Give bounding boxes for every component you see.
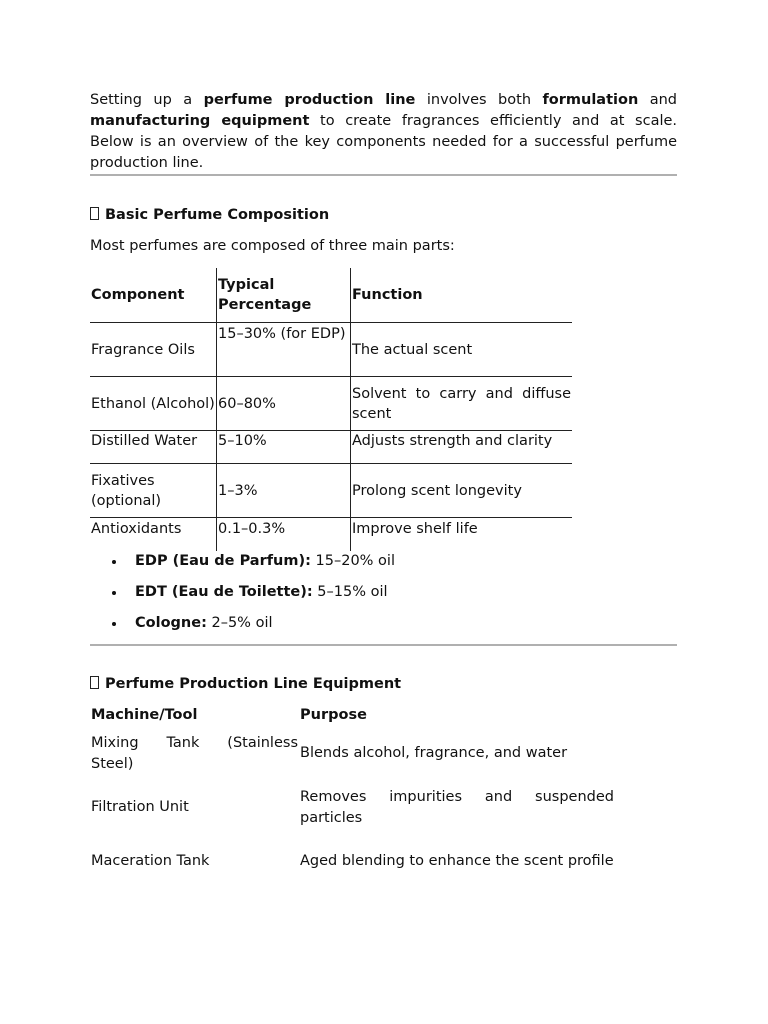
table-cell: Fixatives (optional) xyxy=(90,464,217,518)
intro-text: involves both xyxy=(415,92,543,108)
section-heading-composition xyxy=(90,205,677,226)
table-cell: Removes impurities and suspended particles xyxy=(300,788,614,826)
table-cell: Mixing Tank (Stainless Steel) xyxy=(91,734,298,772)
table-header-row xyxy=(90,268,572,323)
table-cell: Blends alcohol, fragrance, and water xyxy=(300,745,568,761)
list-item-text: 2–5% oil xyxy=(206,614,273,631)
intro-bold-term: perfume production line xyxy=(203,92,416,108)
composition-intro: Most perfumes are composed of three main parts: xyxy=(90,238,455,254)
list-item-text: 5–15% oil xyxy=(312,583,388,600)
bullet-icon xyxy=(112,560,116,564)
composition-table xyxy=(90,268,572,551)
list-item xyxy=(90,551,677,572)
column-header: Purpose xyxy=(300,707,367,723)
table-row xyxy=(90,377,572,431)
section-divider xyxy=(90,174,677,176)
table-cell: The actual scent xyxy=(351,323,573,377)
intro-paragraph xyxy=(90,90,677,174)
section-divider xyxy=(90,644,677,646)
column-header: Typical Percentage xyxy=(217,268,351,323)
bullet-icon xyxy=(112,591,116,595)
column-header: Machine/Tool xyxy=(91,707,198,723)
column-header: Component xyxy=(90,268,217,323)
intro-text: and xyxy=(638,92,678,108)
table-row xyxy=(90,464,572,518)
missing-glyph-icon xyxy=(90,207,99,220)
table-cell: Aged blending to enhance the scent profile xyxy=(300,853,614,869)
section-title: Basic Perfume Composition xyxy=(105,207,330,223)
bullet-icon xyxy=(112,622,116,626)
section-title: Perfume Production Line Equipment xyxy=(105,675,402,692)
table-cell: Adjusts strength and clarity xyxy=(351,431,573,464)
table-cell: 0.1–0.3% xyxy=(217,518,351,551)
document-content xyxy=(90,90,677,889)
intro-text: Setting up a xyxy=(90,92,204,108)
table-row xyxy=(90,518,572,551)
table-cell: Prolong scent longevity xyxy=(351,464,573,518)
concentration-list xyxy=(90,551,677,634)
table-cell: Maceration Tank xyxy=(91,853,210,869)
table-row xyxy=(90,431,572,464)
list-item-label: EDT (Eau de Toilette): xyxy=(135,583,313,600)
equipment-table xyxy=(90,705,615,889)
section-heading-equipment xyxy=(90,674,677,695)
missing-glyph-icon xyxy=(90,676,99,689)
table-cell: Solvent to carry and diffuse scent xyxy=(351,377,573,431)
intro-bold-term: formulation xyxy=(542,92,639,108)
table-cell: Improve shelf life xyxy=(351,518,573,551)
table-row xyxy=(90,835,615,889)
list-item xyxy=(90,582,677,603)
list-item-label: EDP (Eau de Parfum): xyxy=(135,552,311,569)
table-header-row xyxy=(90,705,615,727)
table-cell: Fragrance Oils xyxy=(90,323,217,377)
table-cell: 15–30% (for EDP) xyxy=(217,323,351,377)
table-cell: Antioxidants xyxy=(91,521,182,537)
table-row xyxy=(90,727,615,781)
list-item-text: 15–20% oil xyxy=(310,552,395,569)
table-cell: Filtration Unit xyxy=(91,799,189,815)
intro-text: to create fragrances efficiently and at scale. Below is an overview of the key components needed for a successful perfume production line. xyxy=(90,113,678,171)
column-header: Function xyxy=(351,268,573,323)
list-item-label: Cologne: xyxy=(135,614,207,631)
table-row xyxy=(90,781,615,835)
table-row xyxy=(90,323,572,377)
table-cell: 5–10% xyxy=(217,431,351,464)
table-cell: Distilled Water xyxy=(90,431,217,464)
table-cell: 60–80% xyxy=(217,377,351,431)
table-cell: 1–3% xyxy=(217,464,351,518)
list-item xyxy=(90,613,677,634)
table-cell: Ethanol (Alcohol) xyxy=(90,377,217,431)
intro-bold-term: manufacturing equipment xyxy=(90,113,310,129)
